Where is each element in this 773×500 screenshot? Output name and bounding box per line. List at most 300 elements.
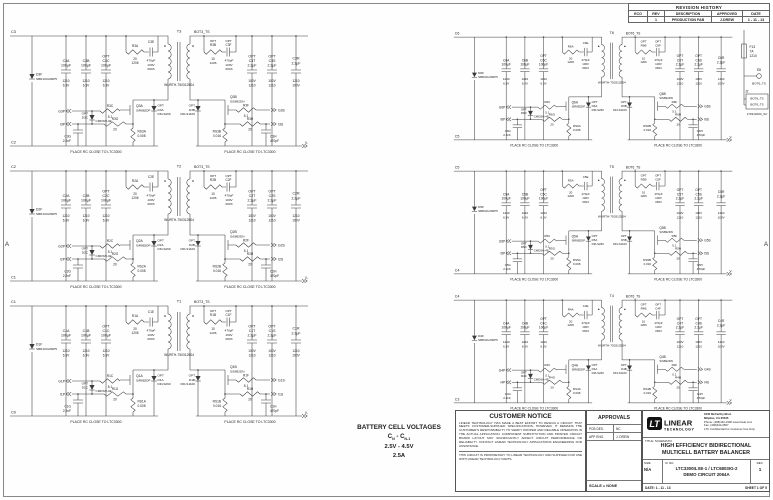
ref-label: D2C [81, 250, 88, 255]
part-label: DFLS260 [157, 112, 171, 116]
ref-label: 100µF [101, 198, 111, 203]
label: 1210 [292, 349, 300, 353]
ref-label: T4 [609, 293, 614, 298]
label: 6.3V [82, 353, 90, 358]
label: 1210 [540, 340, 547, 345]
ref-label: C1T [248, 329, 256, 333]
label: OPT [640, 173, 647, 178]
cell-net-label: C3 [454, 397, 460, 402]
ref-label: 2.2µF [267, 333, 277, 338]
date-text [645, 486, 671, 490]
ref-label: T6 [609, 30, 614, 35]
ref-label: 2.2µF [675, 196, 685, 201]
cell-net-label: C5 [454, 134, 460, 139]
ref-label: 2.2µF [291, 61, 301, 66]
size-cell [643, 460, 663, 484]
label: 470pF [654, 192, 663, 197]
label: 470pF [654, 321, 663, 326]
label: 6.3V [503, 81, 510, 86]
revision-cell-description: PRODUCTION FAB [665, 17, 712, 23]
ref-label: OPT [540, 317, 547, 322]
ref-label: C5S [695, 192, 702, 197]
label: 1210 [62, 79, 70, 83]
ref-label: Q5B [659, 226, 666, 231]
label: 100V [717, 215, 725, 220]
cell-net-label: C4 [454, 268, 460, 273]
ref-label: C6S [695, 58, 702, 63]
ref-label: 100µF [520, 62, 530, 67]
approvals-box [586, 410, 642, 492]
stack-top-net-label: BOT3_TS [194, 30, 210, 34]
label: 1210 [502, 77, 510, 82]
ref-label: 2.2µF [716, 194, 726, 199]
label: 1206 [640, 194, 647, 199]
ref-label: 100µF [501, 62, 511, 67]
label: 470pF [146, 328, 156, 333]
revision-title: REVISION HISTORY [629, 4, 770, 11]
part-label: SiR882DP [136, 378, 151, 383]
label: 10 [641, 319, 646, 324]
revision-cell-rev: 1 [648, 17, 665, 23]
ref-label: D4C [520, 374, 527, 379]
net-label: G1P [58, 379, 65, 384]
ref-label: RS5B [643, 258, 652, 263]
ref-label: C1C [102, 329, 110, 333]
ref-label: Q2B [230, 230, 237, 235]
label: 1206 [209, 61, 217, 65]
ref-label: C6C [540, 58, 547, 63]
balancer-block-drawing [8, 22, 313, 156]
label: 6.3V [82, 218, 90, 223]
net-label: G3P [58, 109, 65, 114]
ref-label: 2.2µF [247, 333, 257, 338]
title-label: TITLE: SCHEMATIC [645, 439, 673, 443]
label: 20 [133, 326, 137, 331]
ref-label: C2A [62, 194, 70, 198]
label: OPT [520, 107, 527, 112]
ref-label: RS1B [212, 399, 221, 404]
label: 100V [676, 211, 684, 216]
label: 0603 [147, 67, 155, 71]
ic-number-line1: LTC3300ILXE-1 / LTC6803IG-2 [675, 465, 738, 471]
title-block [642, 410, 770, 492]
ref-label: R1G [111, 386, 119, 391]
label: 1210 [248, 218, 256, 223]
net-label: V- [304, 141, 308, 145]
label: 20 [248, 262, 252, 267]
label: 6.3V [540, 81, 547, 86]
ref-label: RS6A [573, 124, 581, 129]
border-marker-right: A [764, 242, 769, 248]
label: 20 [133, 191, 137, 196]
label: 20 [676, 385, 680, 390]
label: 0603 [225, 202, 233, 206]
net-label: G1S [278, 378, 285, 383]
net-label: I2S [278, 257, 284, 262]
ref-label: R3C [106, 103, 114, 108]
label: OPT [188, 238, 195, 243]
revision-header-rev: REV [648, 11, 665, 17]
part-label: CMDSH-4E [533, 248, 549, 253]
ref-label: C5F [655, 177, 661, 182]
approvals-title: APPROVALS [587, 411, 641, 425]
part-label: 179313003_SC [746, 112, 768, 116]
ref-label: D5C [520, 245, 527, 250]
ref-label: Q1A [136, 374, 143, 378]
label: OPT [225, 173, 232, 178]
ref-label: T5 [609, 164, 614, 169]
ref-label: C2E [147, 175, 155, 180]
part-label: WURTH-750312504 [597, 214, 626, 219]
label: 5.1 [107, 384, 113, 389]
label: 470pF [224, 58, 234, 63]
ref-label: D4B [621, 366, 627, 371]
ref-label: RS1A [137, 399, 146, 404]
label: 0.008 [137, 268, 146, 273]
title-block-header [643, 411, 769, 438]
net-label: I2P [59, 257, 65, 262]
customer-notice-title: CUSTOMER NOTICE [489, 413, 552, 420]
part-label: SiS892DN [230, 99, 245, 104]
label: 0.008 [573, 391, 581, 396]
label: 1210 [717, 340, 725, 345]
label: 1210 [268, 83, 276, 88]
ref-label: C2F [225, 178, 232, 182]
label: 1210 [82, 214, 90, 218]
ref-label: C5B [521, 192, 529, 197]
label: OPT [81, 111, 88, 116]
net-label: I4P [500, 380, 506, 385]
ref-label: D2A [157, 242, 164, 247]
label: 100V [147, 62, 155, 67]
ref-label: C4S [695, 321, 702, 326]
address-line: 1630 McCarthy Blvd. [704, 412, 732, 416]
label: 100V [292, 353, 300, 358]
ref-label: OPT [676, 54, 684, 59]
ref-label: R1B [209, 313, 217, 317]
revision-cell-approved: J.DREW [712, 17, 743, 23]
ref-label: C4E [582, 303, 589, 308]
label: OPT [81, 381, 88, 386]
ref-label: C2G [64, 269, 71, 274]
ref-label: R2B [209, 178, 217, 182]
ref-label: 100µF [538, 196, 549, 201]
label: 1210 [676, 215, 684, 220]
label: 5.1 [672, 372, 677, 377]
label: 100V [292, 218, 300, 223]
label: 100V [582, 61, 589, 66]
customer-notice-box [455, 410, 586, 492]
part-label: DFLS1100 [180, 382, 195, 386]
ref-label: C1A [62, 329, 70, 333]
ref-label: C3C [102, 59, 110, 63]
ref-label: R1F [242, 373, 250, 378]
ref-label: C2H [270, 269, 277, 274]
place-rc-note: PLACE RC CLOSE TO LTC3300 [654, 406, 702, 411]
label: 20 [550, 122, 554, 127]
address-line: Phone: (408)432-1900 www.linear.com [704, 419, 753, 424]
label: 470pF [270, 273, 280, 278]
net-label: G2P [58, 244, 65, 249]
ref-label: 100µF [81, 63, 91, 68]
transformer-icon [168, 44, 190, 79]
part-label: SBR10U200P5 [36, 76, 57, 81]
ref-label: C4G [504, 391, 511, 396]
ref-label: 2.2µF [694, 325, 703, 330]
ref-label: 2.2µF [247, 63, 257, 68]
label: 0603 [582, 199, 589, 204]
balancer-block-2 [8, 157, 313, 291]
ref-label: C6F [655, 43, 661, 48]
ref-label: T2 [176, 163, 182, 169]
balancer-block-1 [8, 292, 313, 426]
approvals-label: APP ENG. [587, 433, 614, 440]
net-label: G6S [704, 104, 711, 109]
label: 20 [248, 127, 252, 132]
label: 100V [268, 79, 276, 83]
ref-label: D3C [81, 115, 88, 120]
label: 7A [749, 49, 754, 54]
part-label: DFLS1100 [180, 112, 195, 116]
label: 1210 [248, 83, 256, 88]
label: 1210 [102, 349, 110, 353]
stack-top-net-label: BOT6_TS [625, 165, 641, 170]
ref-label: 2.2µF [694, 62, 703, 67]
ref-label: 2.2µF [675, 62, 685, 67]
ref-label: R5F [671, 233, 678, 238]
label: 0603 [225, 337, 233, 341]
ref-label: R4B [640, 306, 647, 311]
label: OPT [188, 373, 195, 378]
label: 10 [211, 191, 215, 196]
label: OPT [520, 370, 527, 375]
label: OPT [591, 234, 598, 239]
ref-label: C1E [147, 310, 155, 315]
label: 100V [147, 197, 155, 202]
ref-label: D5F [478, 204, 485, 209]
stack-top-net-label: BOT3_TS [194, 300, 210, 304]
ref-label: 2.2µF [247, 198, 257, 203]
cell-net-label: C2 [11, 139, 16, 145]
label: 2.2nF [503, 266, 511, 271]
ref-label: OPT [102, 324, 110, 329]
ref-label: 100µF [538, 62, 549, 67]
label: 1210 [502, 211, 510, 216]
label: 0603 [147, 337, 155, 341]
part-label: SBR10U200P5 [36, 346, 57, 351]
stack-top-net-label: BOT3_TS [194, 165, 210, 169]
part-label: DFLS1100 [613, 107, 627, 112]
part-label: SiR882DP [136, 108, 151, 113]
ref-label: Q4B [659, 355, 666, 360]
ref-label: D6F [478, 70, 485, 75]
label: OPT [655, 39, 661, 44]
ref-label: C5E [582, 174, 589, 179]
sheet-number-text: SHEET 1 OF 5 [745, 485, 767, 490]
label: 470pF [581, 58, 590, 63]
ref-label: C5H [696, 262, 703, 267]
net-label: G2S [278, 243, 285, 248]
ref-label: C3B [82, 59, 90, 63]
diode-icon [29, 209, 201, 255]
label: 100V [717, 344, 725, 349]
net-label: G5P [498, 239, 506, 244]
label: 470pF [146, 58, 156, 63]
label: 5.1 [545, 373, 550, 378]
label: 1210 [82, 349, 90, 353]
ref-label: OPT [102, 189, 110, 194]
label: OPT [157, 373, 164, 378]
ref-label: C6T [676, 58, 684, 63]
balancer-block-5 [452, 158, 737, 283]
label: 10 [641, 56, 646, 61]
part-label: SBR10U200P5 [478, 338, 498, 343]
ref-label: C5T [676, 192, 684, 197]
label: 20 [113, 397, 117, 402]
connector-drawing [736, 28, 772, 128]
label: 5.1 [545, 110, 550, 115]
place-rc-note: PLACE RC CLOSE TO LTC3300 [70, 285, 122, 289]
ref-label: C2S [268, 194, 276, 198]
cell-mid: - C [394, 434, 405, 440]
balancer-block-drawing [8, 157, 313, 291]
ref-label: RS3B [212, 129, 221, 134]
transformer-icon [602, 45, 623, 78]
ref-label: RS5A [573, 258, 581, 263]
cell-sub-n: N [392, 437, 395, 442]
label: 10 [641, 190, 646, 195]
label: 0603 [582, 65, 589, 70]
ref-label: R6F [671, 99, 678, 104]
label: 100V [225, 62, 233, 67]
label: 6.3V [62, 353, 70, 358]
label: 100V [676, 77, 684, 82]
ref-label: R6G [548, 112, 556, 117]
part-label: DFLS1100 [613, 370, 627, 375]
part-label: DFLS260 [157, 382, 171, 386]
label: 1206 [131, 196, 139, 200]
label: 20 [569, 190, 573, 195]
ref-label: 100µF [520, 325, 530, 330]
date-sheet-section [643, 484, 769, 491]
diode-icon [29, 344, 201, 390]
label: 0603 [582, 328, 589, 333]
ref-label: R1A [131, 314, 139, 319]
label: 1210 [62, 349, 70, 353]
label: 20 [133, 56, 137, 61]
ref-label: C3T [248, 59, 256, 63]
net-label: I3P [59, 122, 65, 127]
size-label: SIZE [644, 460, 651, 465]
part-label: SiR882DP [136, 243, 151, 248]
ref-label: C1S [268, 329, 276, 333]
label: 1210 [521, 340, 529, 345]
logo-technology-text: TECHNOLOGY [664, 427, 695, 432]
ref-label: OPT [695, 317, 703, 322]
part-label: CMDSH-4E [533, 114, 549, 119]
label: 6.3V [102, 218, 110, 223]
part-label: WURTH-750312504 [597, 80, 626, 85]
ref-label: D6B [621, 103, 627, 108]
revision-history-table [628, 3, 770, 23]
label: 1210 [695, 81, 702, 86]
label: OPT [209, 173, 217, 178]
stack-top-connector-group [736, 28, 772, 128]
net-label: I5S [704, 251, 710, 256]
balancer-block-4 [452, 287, 737, 412]
ref-label: D1B [188, 377, 195, 382]
ref-label: C1B [82, 329, 90, 333]
part-label: DFLS1100 [180, 247, 195, 251]
label: 1210 [102, 214, 110, 218]
ref-label: RS6B [643, 124, 652, 129]
ref-label: 100µF [81, 198, 91, 203]
part-label: SiS892DN [659, 230, 673, 235]
ref-label: R5G [548, 246, 556, 251]
net-label: I1S [278, 392, 284, 397]
ref-label: OPT [248, 324, 256, 329]
label: 6.3V [521, 215, 528, 220]
balancer-block-6 [452, 24, 737, 149]
ref-label: D6A [591, 103, 598, 108]
label: 0603 [147, 202, 155, 206]
label: 1210 [102, 79, 110, 83]
label: 1210 [268, 218, 276, 223]
schematic-title-line1: HIGH EFFICIENCY BIDIRECTIONAL [660, 443, 752, 449]
ref-label: 100µF [101, 333, 111, 338]
ref-label: C3E [147, 40, 155, 45]
label: 470pF [581, 192, 590, 197]
ref-label: OPT [248, 54, 256, 59]
label: OPT [520, 241, 527, 246]
label: 100V [225, 332, 233, 337]
ref-label: T1 [176, 298, 182, 304]
ref-label: C1H [270, 404, 277, 409]
ref-label: R3B [209, 43, 217, 47]
label: 1206 [567, 60, 574, 65]
ref-label: 100µF [61, 63, 71, 68]
ref-label: OPT [268, 54, 276, 59]
label: 0603 [655, 65, 662, 70]
label: 0.016 [643, 128, 652, 133]
ref-label: 100µF [61, 198, 71, 203]
label: 0.016 [643, 262, 652, 267]
ref-label: R5H [675, 246, 682, 251]
ref-label: D3B [188, 107, 195, 112]
net-label: G4P [498, 368, 506, 373]
label: 20 [113, 127, 117, 132]
label: 5.1 [545, 244, 550, 249]
ref-label: OPT [268, 324, 276, 329]
net-label: BOT6_TS [752, 81, 766, 86]
ref-label: 2.2µF [267, 198, 277, 203]
ref-label: D3F [36, 72, 43, 77]
label: OPT [655, 302, 661, 307]
ref-label: 100µF [538, 325, 549, 330]
rev-value: 1 [758, 466, 762, 472]
label: 0603 [655, 328, 662, 333]
ref-label: C6E [582, 40, 589, 45]
label: 0.008 [137, 403, 146, 408]
label: 10 [211, 326, 215, 331]
label: 1210 [248, 353, 256, 358]
label: 0.008 [573, 262, 581, 267]
transformer-icon [168, 314, 190, 349]
place-rc-note: PLACE RC CLOSE TO LTC3300 [654, 143, 702, 148]
part-label: CMDSH-4E [95, 389, 112, 394]
label: 1206 [209, 331, 217, 335]
label: 6.3V [102, 353, 110, 358]
